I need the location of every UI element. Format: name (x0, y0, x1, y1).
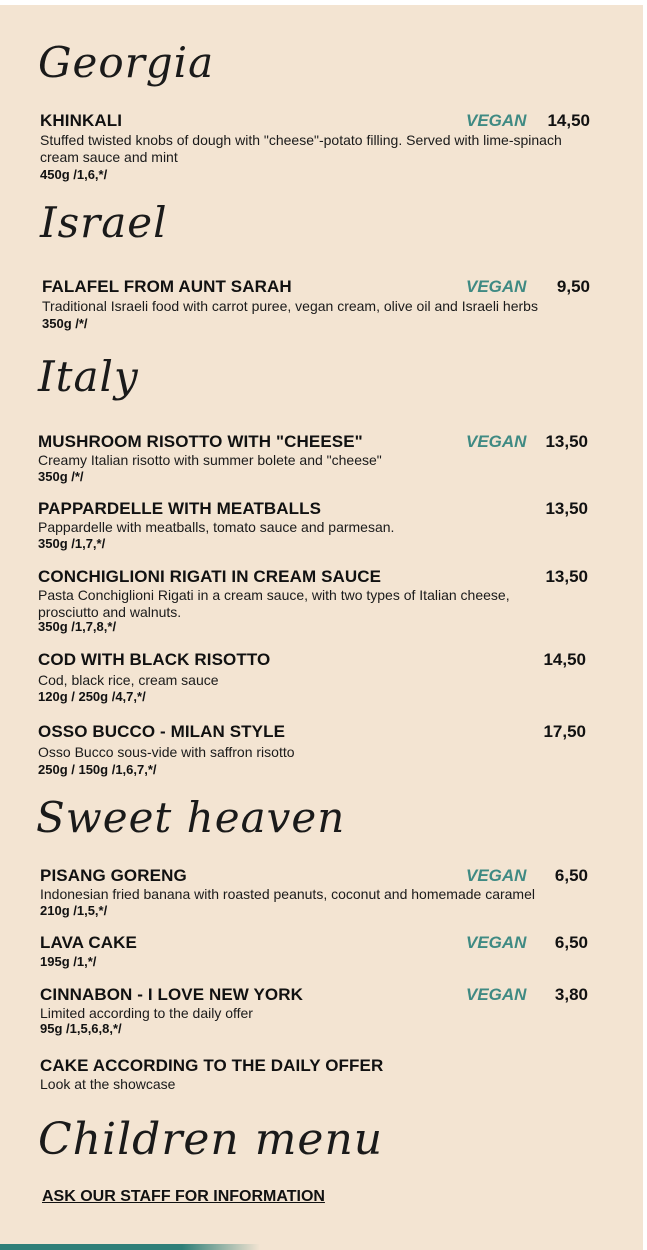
item-weight-lava-cake: 195g /1,*/ (40, 954, 97, 969)
item-description-cod: Cod, black rice, cream sauce (38, 672, 219, 688)
section-title-italy: Italy (38, 352, 139, 401)
item-name-cod: COD WITH BLACK RISOTTO (38, 650, 271, 669)
item-name-conchiglioni: CONCHIGLIONI RIGATI IN CREAM SAUCE (38, 567, 382, 586)
item-description-ossobucco: Osso Bucco sous-vide with saffron risotto (38, 744, 295, 760)
item-weight-cod: 120g / 250g /4,7,*/ (38, 689, 146, 704)
item-description-daily-cake: Look at the showcase (40, 1076, 176, 1092)
item-name-risotto: MUSHROOM RISOTTO WITH "CHEESE" (38, 432, 363, 451)
item-name-falafel: FALAFEL FROM AUNT SARAH (42, 277, 292, 296)
vegan-badge-risotto: VEGAN (466, 432, 527, 451)
item-name-daily-cake: CAKE ACCORDING TO THE DAILY OFFER (40, 1056, 384, 1075)
item-description-falafel: Traditional Israeli food with carrot puree, vegan cream, olive oil and Israeli herbs (42, 298, 538, 314)
item-weight-falafel: 350g /*/ (42, 316, 88, 331)
item-description-khinkali: Stuffed twisted knobs of dough with "cheese"-potato filling. Served with lime-spinach cream sauce and mint (40, 132, 562, 165)
item-name-cinnabon: CINNABON - I LOVE NEW YORK (40, 985, 303, 1004)
item-name-pappardelle: PAPPARDELLE WITH MEATBALLS (38, 499, 322, 518)
section-title-sweet-heaven: Sweet heaven (36, 793, 346, 842)
price-ossobucco: 17,50 (543, 722, 586, 741)
price-cod: 14,50 (543, 650, 586, 669)
vegan-badge-khinkali: VEGAN (466, 111, 527, 130)
item-description-pisang: Indonesian fried banana with roasted peanuts, coconut and homemade caramel (40, 886, 535, 902)
children-menu-info: ASK OUR STAFF FOR INFORMATION (42, 1188, 325, 1205)
vegan-badge-lava-cake: VEGAN (466, 933, 527, 952)
item-description-conchiglioni: Pasta Conchiglioni Rigati in a cream sauce, with two types of Italian cheese, prosciutto and walnuts. (38, 587, 510, 620)
vegan-badge-pisang: VEGAN (466, 866, 527, 885)
section-title-georgia: Georgia (38, 38, 215, 87)
item-description-risotto: Creamy Italian risotto with summer bolete and "cheese" (38, 452, 382, 468)
price-risotto: 13,50 (545, 432, 588, 451)
price-pappardelle: 13,50 (545, 499, 588, 518)
item-weight-pappardelle: 350g /1,7,*/ (38, 536, 106, 551)
item-weight-pisang: 210g /1,5,*/ (40, 903, 108, 918)
price-conchiglioni: 13,50 (545, 567, 588, 586)
item-description-pappardelle: Pappardelle with meatballs, tomato sauce and parmesan. (38, 519, 395, 535)
item-weight-cinnabon: 95g /1,5,6,8,*/ (40, 1021, 122, 1036)
item-weight-conchiglioni: 350g /1,7,8,*/ (38, 619, 117, 634)
price-khinkali: 14,50 (547, 111, 590, 130)
item-weight-risotto: 350g /*/ (38, 469, 84, 484)
item-weight-khinkali: 450g /1,6,*/ (40, 167, 108, 182)
item-name-lava-cake: LAVA CAKE (40, 933, 137, 952)
section-title-israel: Israel (40, 198, 168, 247)
item-name-pisang: PISANG GORENG (40, 866, 187, 885)
vegan-badge-falafel: VEGAN (466, 277, 527, 296)
vegan-badge-cinnabon: VEGAN (466, 985, 527, 1004)
price-lava-cake: 6,50 (554, 933, 588, 952)
item-description-cinnabon: Limited according to the daily offer (40, 1005, 253, 1021)
price-falafel: 9,50 (556, 277, 590, 296)
section-title-children-menu: Children menu (38, 1114, 384, 1165)
bottom-accent-bar (0, 1244, 260, 1250)
item-name-ossobucco: OSSO BUCCO - MILAN STYLE (38, 722, 286, 741)
item-weight-ossobucco: 250g / 150g /1,6,7,*/ (38, 762, 157, 777)
price-cinnabon: 3,80 (554, 985, 588, 1004)
price-pisang: 6,50 (554, 866, 588, 885)
item-name-khinkali: KHINKALI (40, 111, 123, 130)
